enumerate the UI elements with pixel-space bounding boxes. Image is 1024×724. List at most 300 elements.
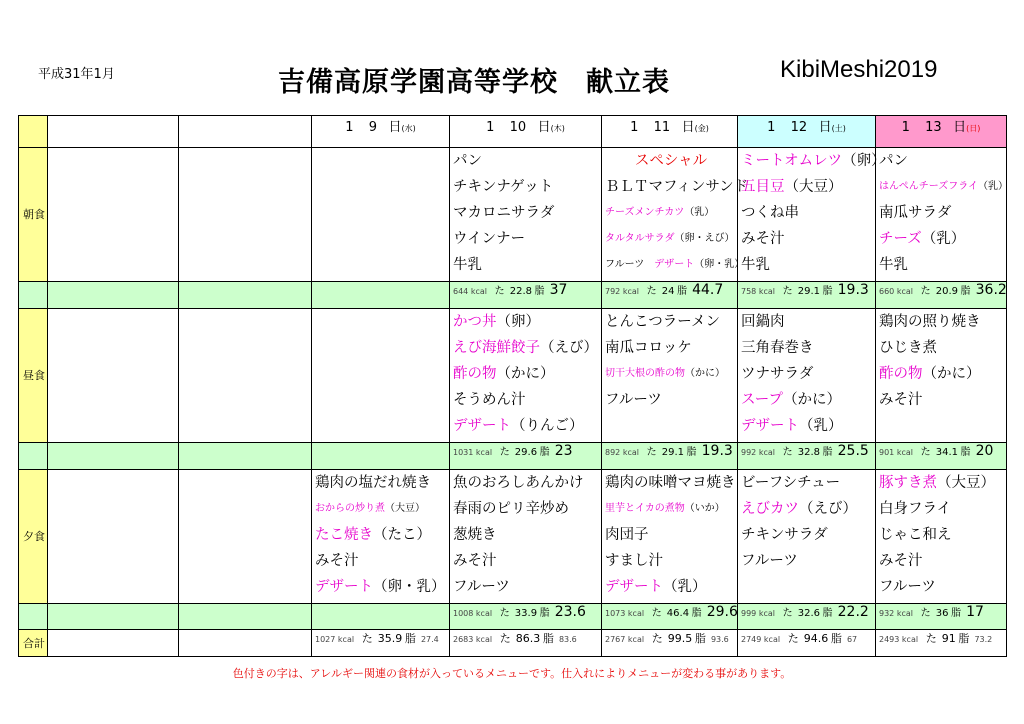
menu-item-name: 里芋とイカの煮物 (605, 502, 685, 514)
menu-item (602, 148, 737, 174)
menu-item-name: 魚のおろしあんかけ (453, 474, 584, 491)
menu-item (450, 174, 601, 200)
menu-item-name: 牛乳 (453, 256, 482, 273)
menu-item-name: デザート (654, 258, 695, 270)
day-weekday: (日) (966, 124, 981, 133)
menu-item-name: おからの炒り煮 (315, 502, 385, 514)
menu-item-name: デザート (315, 578, 373, 595)
allergen-note-text: （かに） (685, 367, 725, 379)
protein-value: 32.8 (797, 447, 820, 459)
protein-unit: た (782, 608, 793, 619)
fat-unit: 脂 (830, 632, 842, 646)
menu-item-name: 南瓜サラダ (879, 204, 952, 221)
nutrition-cell (876, 282, 1007, 308)
fat-value: 29.6 (706, 604, 738, 620)
menu-item (738, 226, 875, 252)
menu-item-name: スペシャル (634, 152, 708, 169)
fat-value: 17 (966, 604, 984, 620)
allergen-note-text: （乳） (663, 578, 707, 595)
allergen-note-text: （乳） (921, 230, 966, 247)
menu-item (876, 335, 1006, 361)
menu-item-name: 肉団子 (605, 526, 649, 543)
menu-item (450, 522, 601, 548)
menu-item (602, 522, 737, 548)
blank-cell (179, 147, 312, 281)
menu-item-name: じゃこ和え (879, 526, 952, 543)
menu-item-name: 酢の物 (453, 365, 497, 382)
menu-item (602, 470, 737, 496)
fat-value: 93.6 (710, 635, 729, 645)
nutrition-cell (312, 443, 450, 469)
menu-cell (876, 308, 1007, 442)
kcal-unit: kcal (337, 635, 355, 645)
allergen-note-text: （乳） (978, 180, 1008, 192)
protein-value: 32.6 (797, 608, 820, 619)
kcal-unit: kcal (901, 635, 919, 645)
allergen-note-text: （いか） (684, 502, 725, 514)
kcal-value: 792 (605, 287, 621, 297)
nutrition-cell (876, 604, 1007, 630)
allergen-note-text: （かに） (783, 391, 842, 408)
menu-item (876, 309, 1006, 335)
lunch-nutrition-row (19, 443, 1007, 469)
menu-item-name: みそ汁 (315, 552, 359, 569)
day-header (738, 116, 876, 148)
menu-item (738, 309, 875, 335)
day-date: 9 (368, 120, 378, 135)
menu-item-name: 葱焼き (453, 526, 497, 543)
allergen-note-text: （乳） (684, 206, 715, 218)
menu-item-name: ひじき煮 (879, 339, 937, 356)
protein-value: 20.9 (935, 286, 958, 298)
fat-value: 25.5 (837, 443, 869, 460)
fat-unit: 脂 (691, 608, 702, 619)
blank-cell (179, 469, 312, 603)
menu-item-name: パン (879, 152, 908, 169)
menu-item (602, 574, 737, 600)
menu-cell (876, 147, 1007, 281)
menu-item-name: マカロニサラダ (453, 204, 555, 221)
kcal-value: 1031 (453, 448, 474, 458)
menu-item (312, 522, 449, 548)
menu-item (738, 200, 875, 226)
nutrition-cell (738, 604, 876, 630)
nutrition-cell (312, 282, 450, 308)
protein-value: 24 (661, 286, 675, 298)
menu-item-name: チキンナゲット (453, 178, 554, 195)
menu-cell (738, 147, 886, 281)
menu-item (738, 387, 875, 413)
total-cell (876, 630, 1007, 657)
blank-cell (179, 630, 312, 657)
menu-item-name: たこ焼き (315, 526, 373, 543)
menu-item (450, 387, 601, 413)
allergen-note-text: （りんご） (511, 417, 584, 434)
protein-unit: た (920, 286, 931, 298)
nutrition-cell (450, 604, 602, 630)
protein-value: 22.8 (509, 286, 532, 298)
menu-item (602, 174, 749, 200)
fat-unit: 脂 (960, 286, 971, 298)
lunch-row (19, 308, 1007, 442)
menu-item (450, 252, 601, 278)
menu-item-name: かつ丼 (453, 313, 497, 330)
menu-item-name: みそ汁 (453, 552, 497, 569)
nutrition-cell (738, 282, 876, 308)
kcal-unit: kcal (896, 287, 913, 297)
menu-item-name: チキンサラダ (741, 526, 828, 543)
day-date: 12 (790, 120, 808, 135)
blank-cell (179, 604, 312, 630)
menu-item-name: すまし汁 (605, 552, 663, 569)
menu-item-name: ＢＬＴマフィンサンド (605, 178, 749, 195)
fat-value: 19.3 (701, 443, 733, 460)
day-date: 11 (653, 120, 671, 135)
day-unit: 日 (681, 120, 695, 135)
protein-value: 34.1 (935, 447, 958, 459)
header-row (19, 116, 1007, 148)
menu-item (312, 496, 449, 522)
day-weekday: (水) (401, 124, 416, 133)
menu-item-name: 牛乳 (879, 256, 908, 273)
protein-unit: た (499, 632, 511, 646)
protein-unit: た (651, 632, 663, 646)
protein-value: 36 (935, 608, 949, 619)
menu-item (602, 496, 737, 522)
menu-item (876, 252, 1006, 278)
menu-item (602, 200, 737, 226)
meal-label: 朝食 (19, 147, 48, 281)
fat-unit: 脂 (822, 286, 833, 298)
menu-item (738, 522, 875, 548)
day-weekday: (金) (694, 124, 709, 133)
menu-item (602, 361, 737, 387)
fat-unit: 脂 (958, 632, 970, 646)
era-date: 平成31年1月 (38, 67, 115, 82)
day-month: 1 (630, 120, 639, 135)
nutrition-cell (312, 604, 450, 630)
blank-cell (179, 443, 312, 469)
blank-cell (179, 308, 312, 442)
menu-item (450, 361, 601, 387)
protein-unit: た (925, 632, 937, 646)
allergen-note-text: （大豆） (385, 502, 425, 514)
menu-cell (312, 469, 450, 603)
breakfast-row (19, 147, 1007, 281)
menu-cell (450, 308, 602, 442)
nutrition-cell (602, 443, 738, 469)
fat-value: 44.7 (692, 282, 724, 299)
protein-value: 35.9 (377, 632, 403, 646)
menu-item (450, 309, 601, 335)
allergen-note-text: （卵・乳） (373, 578, 446, 595)
fat-unit: 脂 (677, 286, 687, 298)
menu-item (602, 548, 737, 574)
menu-item-name: 鶏肉の味噌マヨ焼き (605, 474, 736, 491)
nutrition-cell (602, 282, 738, 308)
menu-cell (876, 469, 1007, 603)
menu-item (450, 200, 601, 226)
protein-value: 86.3 (515, 632, 541, 646)
kcal-unit: kcal (475, 609, 493, 618)
menu-item (738, 548, 875, 574)
menu-item-name: 鶏肉の塩だれ焼き (315, 474, 431, 491)
blank-cell (179, 282, 312, 308)
day-month: 1 (767, 120, 776, 135)
protein-value: 33.9 (514, 608, 538, 619)
kcal-unit: kcal (758, 287, 775, 297)
allergen-note-text: （乳） (799, 417, 843, 434)
menu-item-name: みそ汁 (879, 391, 923, 408)
menu-item (602, 309, 737, 335)
total-cell (450, 630, 602, 657)
menu-item-name: フルーツ (605, 258, 655, 270)
blank-cell (48, 147, 179, 281)
kcal-unit: kcal (475, 448, 493, 458)
protein-value: 29.1 (797, 286, 820, 298)
menu-item (876, 174, 1006, 200)
menu-item-name: えび海鮮餃子 (453, 339, 540, 356)
kcal-value: 644 (453, 287, 469, 297)
allergen-note-text: （卵・乳） (694, 258, 745, 270)
menu-item (876, 226, 1006, 252)
kcal-unit: kcal (475, 635, 493, 645)
blank-cell (48, 604, 179, 630)
day-header (876, 116, 1007, 148)
menu-item-name: みそ汁 (741, 230, 785, 247)
fat-unit: 脂 (542, 632, 554, 646)
kcal-value: 2493 (879, 635, 900, 645)
side-cell (19, 282, 48, 308)
meal-label: 夕食 (19, 469, 48, 603)
allergen-note-text: （えび） (799, 500, 857, 517)
menu-item-name: ミートオムレツ (741, 152, 843, 169)
kcal-unit: kcal (758, 609, 775, 618)
fat-unit: 脂 (822, 447, 833, 459)
kcal-value: 2683 (453, 635, 474, 645)
blank-header-cell (48, 116, 179, 148)
day-date: 13 (925, 120, 942, 135)
protein-unit: た (499, 608, 510, 619)
menu-item-name: チーズメンチカツ (605, 206, 685, 218)
fat-unit: 脂 (534, 286, 545, 298)
blank-header-cell (179, 116, 312, 148)
menu-item (876, 361, 1006, 387)
fat-unit: 脂 (404, 632, 416, 646)
menu-item (450, 574, 601, 600)
menu-item-name: 回鍋肉 (741, 313, 785, 330)
allergen-note-text: （えび） (540, 339, 598, 356)
menu-item (450, 335, 601, 361)
day-month: 1 (901, 120, 910, 135)
menu-item (602, 335, 737, 361)
fat-value: 67 (846, 635, 858, 645)
breakfast-nutrition-row (19, 282, 1007, 308)
menu-item-name: みそ汁 (879, 552, 923, 569)
totals-row (19, 630, 1007, 657)
kcal-value: 992 (741, 448, 757, 458)
day-unit: 日 (537, 120, 551, 135)
fat-value: 23 (554, 443, 573, 460)
total-cell (312, 630, 450, 657)
menu-item-name: 切干大根の酢の物 (605, 367, 685, 379)
kcal-value: 2767 (605, 635, 626, 645)
side-cell (19, 443, 48, 469)
kcal-value: 999 (741, 609, 757, 618)
nutrition-cell (450, 443, 602, 469)
menu-item (602, 252, 745, 278)
menu-item (312, 470, 449, 496)
kcal-unit: kcal (622, 287, 639, 297)
menu-item (450, 470, 601, 496)
menu-item (602, 226, 737, 252)
protein-unit: た (646, 286, 657, 298)
menu-item-name: とんこつラーメン (605, 313, 720, 330)
nutrition-cell (738, 443, 876, 469)
menu-item (738, 470, 875, 496)
fat-value: 36.2 (975, 282, 1007, 299)
kcal-unit: kcal (896, 448, 913, 458)
menu-item-name: はんぺんチーズフライ (879, 180, 978, 192)
fat-unit: 脂 (539, 447, 550, 459)
fat-unit: 脂 (694, 632, 706, 646)
fat-value: 23.6 (554, 604, 586, 620)
menu-item-name: 豚すき煮 (879, 474, 937, 491)
fat-unit: 脂 (951, 608, 961, 619)
allergen-note-text: （卵） (496, 313, 540, 330)
allergen-note-text: （卵・えび） (674, 232, 735, 244)
menu-item (450, 496, 601, 522)
fat-value: 19.3 (837, 282, 869, 299)
menu-item-name: えびカツ (741, 500, 799, 517)
menu-item-name: 鶏肉の照り焼き (879, 313, 981, 330)
kcal-value: 1027 (315, 635, 336, 645)
fat-unit: 脂 (539, 608, 550, 619)
fat-value: 73.2 (974, 635, 993, 645)
protein-unit: た (782, 286, 793, 298)
kcal-value: 1008 (453, 609, 474, 618)
day-header (312, 116, 450, 148)
menu-item-name: タルタルサラダ (605, 232, 675, 244)
kcal-unit: kcal (470, 287, 487, 297)
kcal-value: 1073 (605, 609, 626, 618)
day-unit: 日 (953, 120, 967, 135)
protein-unit: た (920, 608, 931, 619)
menu-item (738, 148, 886, 174)
menu-cell (312, 147, 450, 281)
totals-label: 合計 (19, 630, 48, 657)
menu-cell (602, 147, 749, 281)
menu-item-name: デザート (741, 417, 799, 434)
kcal-value: 892 (605, 448, 621, 458)
dinner-nutrition-row (19, 604, 1007, 630)
fat-unit: 脂 (686, 447, 697, 459)
menu-item (738, 413, 875, 439)
menu-item-name: 白身フライ (879, 500, 952, 517)
menu-item (876, 522, 1006, 548)
menu-item-name: デザート (453, 417, 511, 434)
menu-item (450, 548, 601, 574)
menu-item-name: ウインナー (453, 230, 526, 247)
day-unit: 日 (818, 120, 832, 135)
day-weekday: (木) (550, 124, 565, 133)
menu-item (312, 548, 449, 574)
kcal-unit: kcal (763, 635, 781, 645)
kcal-unit: kcal (627, 609, 645, 618)
menu-item-name: 三角春巻き (741, 339, 814, 356)
day-header (602, 116, 738, 148)
kcal-value: 660 (879, 287, 895, 297)
allergen-note-text: （たこ） (373, 526, 431, 543)
brand-label: KibiMeshi2019 (780, 56, 938, 83)
menu-item (876, 574, 1006, 600)
menu-item (450, 226, 601, 252)
kcal-value: 2749 (741, 635, 762, 645)
nutrition-cell (450, 282, 602, 308)
protein-unit: た (646, 447, 657, 459)
menu-item-name: つくね串 (741, 204, 799, 221)
protein-value: 29.1 (661, 447, 684, 459)
menu-item-name: フルーツ (453, 578, 510, 595)
day-month: 1 (345, 120, 354, 135)
menu-cell (450, 469, 602, 603)
menu-item (738, 335, 875, 361)
protein-unit: た (651, 608, 662, 619)
kcal-value: 758 (741, 287, 757, 297)
kcal-value: 901 (879, 448, 895, 458)
protein-value: 99.5 (667, 632, 693, 646)
kcal-unit: kcal (627, 635, 645, 645)
blank-cell (48, 282, 179, 308)
kcal-unit: kcal (896, 609, 913, 618)
blank-cell (48, 630, 179, 657)
menu-cell (602, 308, 738, 442)
protein-value: 94.6 (803, 632, 829, 646)
menu-item-name: スープ (741, 391, 784, 408)
total-cell (738, 630, 876, 657)
menu-cell (450, 147, 602, 281)
menu-table (18, 115, 1007, 657)
menu-item (876, 387, 1006, 413)
blank-cell (48, 443, 179, 469)
menu-item-name: そうめん汁 (453, 391, 526, 408)
menu-item-name: 五目豆 (741, 178, 785, 195)
menu-item (876, 496, 1006, 522)
menu-item (738, 496, 875, 522)
menu-item (450, 413, 601, 439)
menu-item (312, 574, 449, 600)
blank-cell (48, 308, 179, 442)
protein-unit: た (494, 286, 505, 298)
day-header (450, 116, 602, 148)
menu-item-name: 南瓜コロッケ (605, 339, 692, 356)
page-title: 吉備高原学園高等学校 献立表 (278, 67, 670, 98)
fat-unit: 脂 (822, 608, 833, 619)
menu-item (876, 548, 1006, 574)
kcal-unit: kcal (622, 448, 639, 458)
menu-item (876, 200, 1006, 226)
menu-item-name: フルーツ (741, 552, 798, 569)
menu-item-name: フルーツ (605, 391, 662, 408)
menu-item (738, 174, 875, 200)
kcal-unit: kcal (758, 448, 775, 458)
corner-cell (19, 116, 48, 148)
fat-value: 22.2 (837, 604, 869, 620)
day-unit: 日 (388, 120, 402, 135)
protein-unit: た (499, 447, 510, 459)
protein-value: 91 (941, 632, 956, 646)
menu-item-name: 春雨のピリ辛炒め (453, 500, 569, 517)
